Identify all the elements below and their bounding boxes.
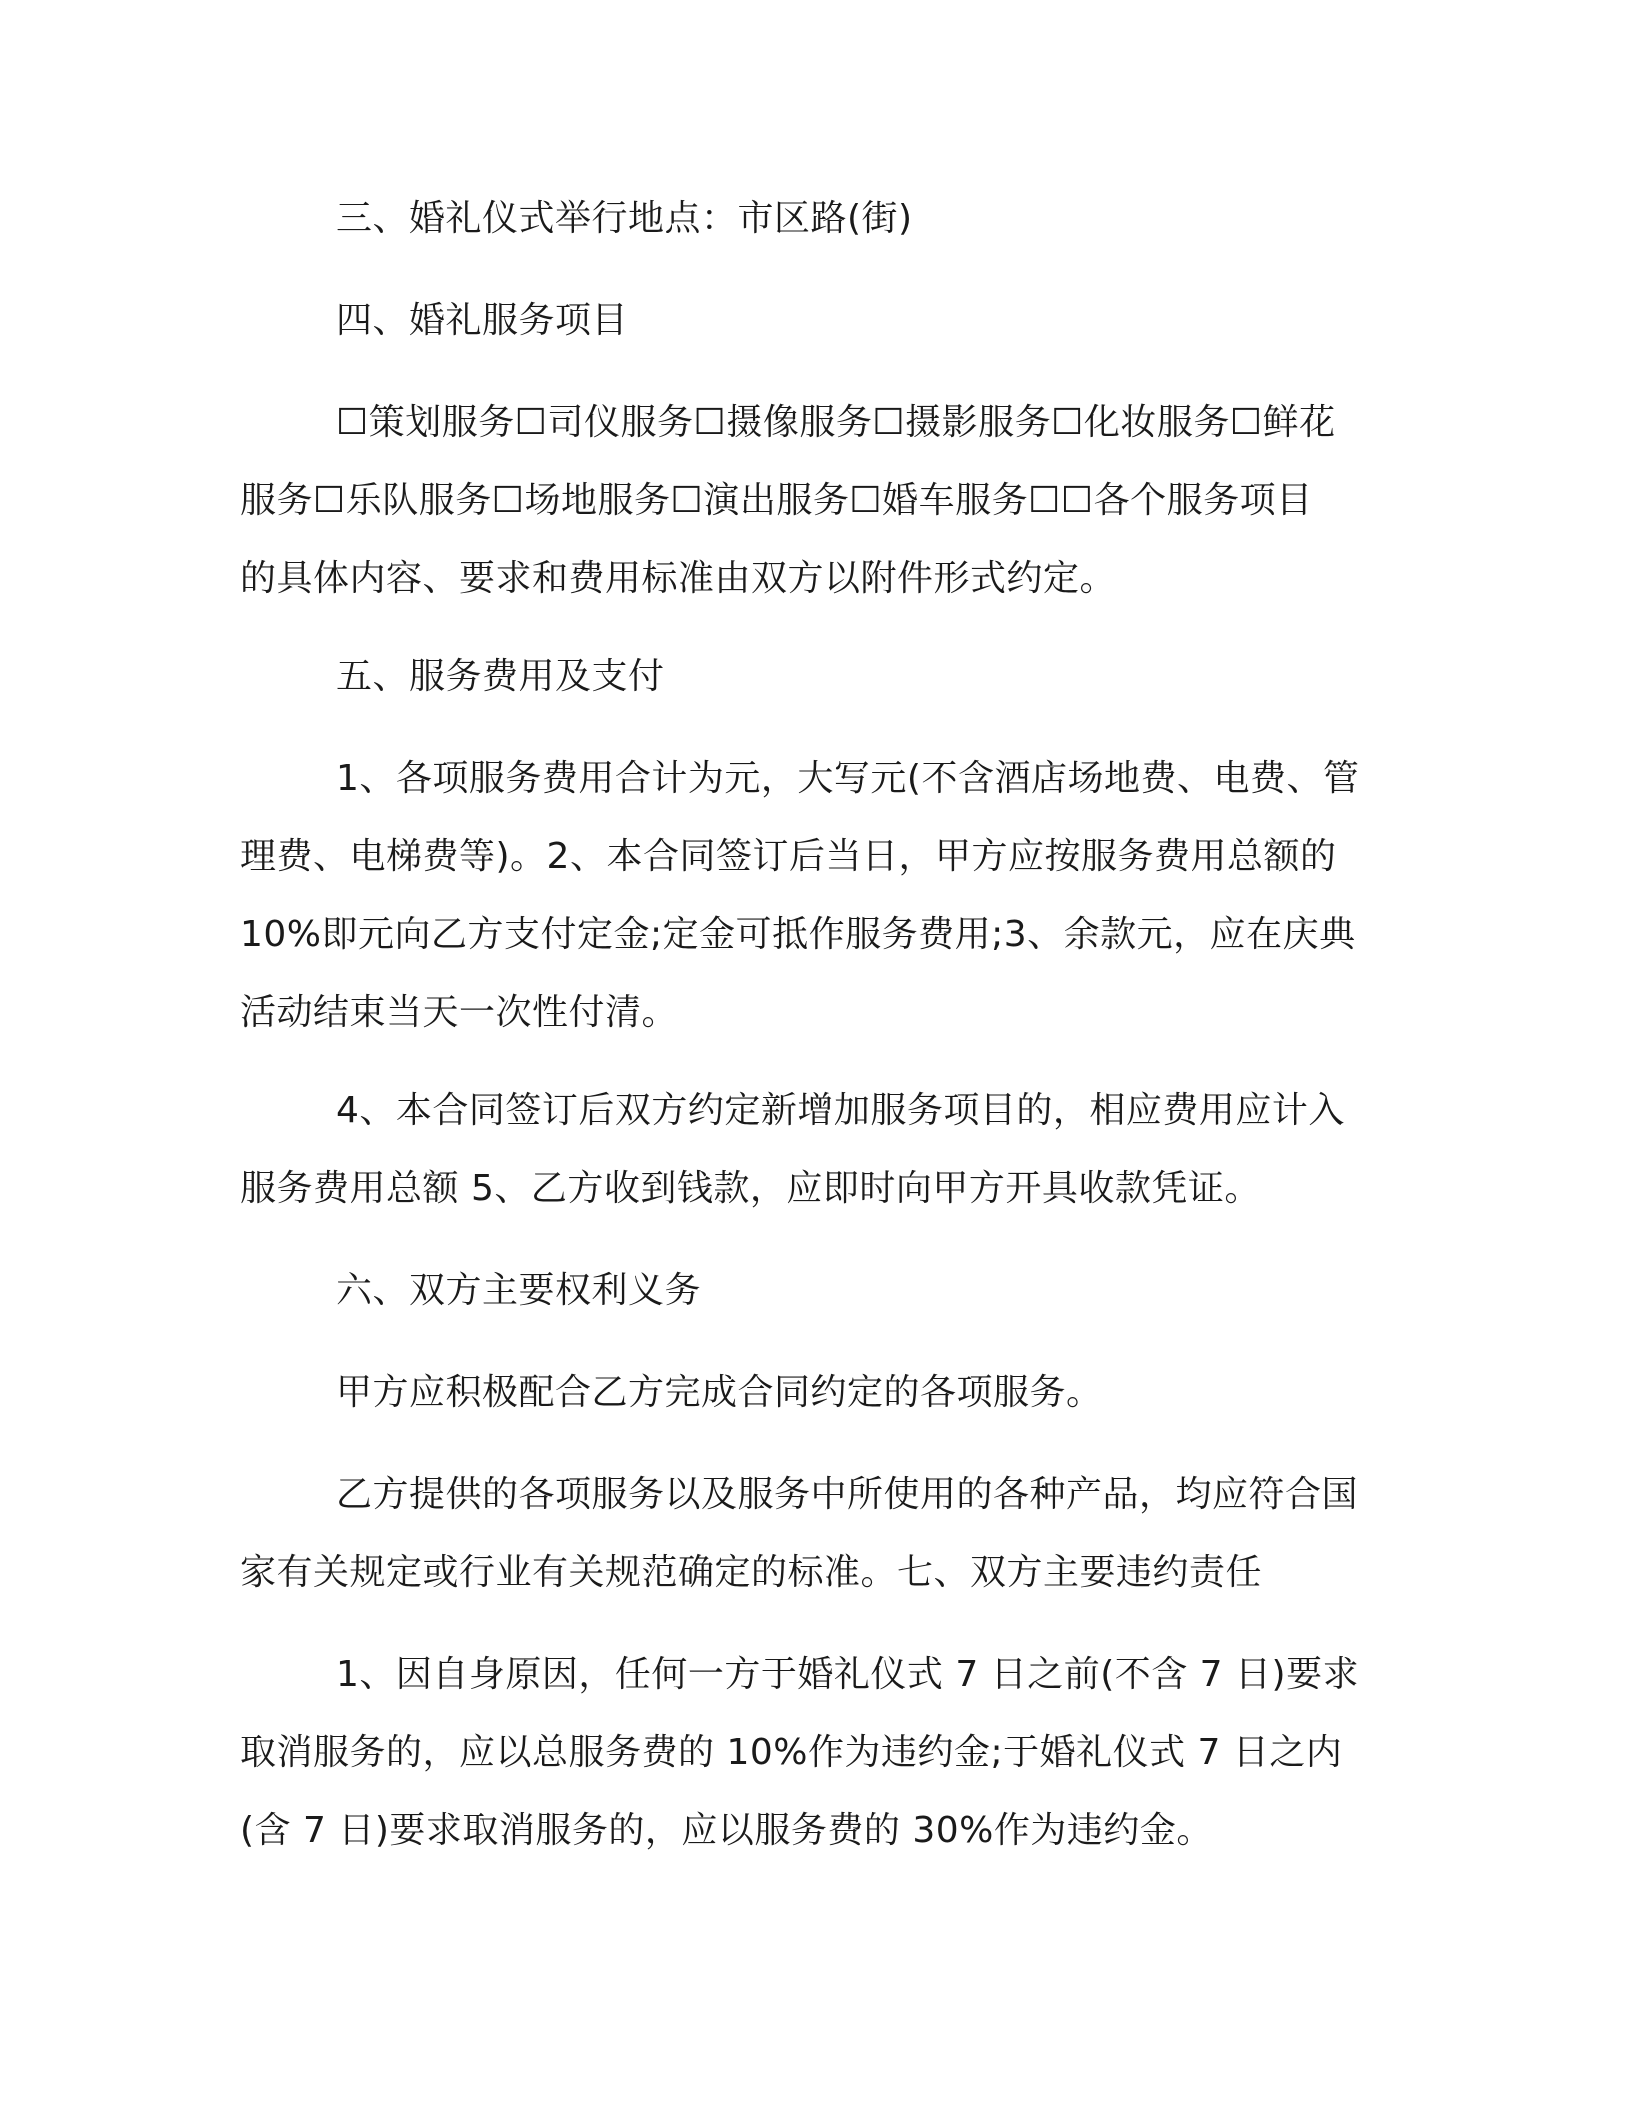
section-heading-venue: 三、婚礼仪式举行地点：市区路(街) [336,198,913,239]
paragraph-line: 服务☐乐队服务☐场地服务☐演出服务☐婚车服务☐☐各个服务项目 [240,480,1313,521]
paragraph-service-items [240,384,1382,618]
paragraph-line: 4、本合同签订后双方约定新增加服务项目的，相应费用应计入 [336,1090,1345,1131]
paragraph-breach [240,1636,1382,1870]
paragraph-line: 活动结束当天一次性付清。 [240,992,679,1033]
paragraph-line: 10%即元向乙方支付定金;定金可抵作服务费用;3、余款元，应在庆典 [240,914,1356,955]
paragraph-line: 的具体内容、要求和费用标准由双方以附件形式约定。 [240,558,1117,599]
paragraph-party-b [240,1456,1382,1612]
paragraph-line: 1、因自身原因，任何一方于婚礼仪式 7 日之前(不含 7 日)要求 [336,1654,1360,1695]
section-heading-services: 四、婚礼服务项目 [336,300,629,341]
paragraph-line: ☐策划服务☐司仪服务☐摄像服务☐摄影服务☐化妆服务☐鲜花 [336,402,1336,443]
paragraph-party-a: 甲方应积极配合乙方完成合同约定的各项服务。 [336,1372,1103,1413]
section-heading-fees: 五、服务费用及支付 [336,656,665,697]
paragraph-line: 家有关规定或行业有关规范确定的标准。七、双方主要违约责任 [240,1552,1263,1593]
paragraph-fees-payment [240,740,1382,1052]
paragraph-line: 取消服务的，应以总服务费的 10%作为违约金;于婚礼仪式 7 日之内 [240,1732,1343,1773]
paragraph-line: 理费、电梯费等)。2、本合同签订后当日，甲方应按服务费用总额的 [240,836,1337,877]
paragraph-new-services [240,1072,1382,1228]
paragraph-line: 1、各项服务费用合计为元，大写元(不含酒店场地费、电费、管 [336,758,1360,799]
paragraph-line: 服务费用总额 5、乙方收到钱款，应即时向甲方开具收款凭证。 [240,1168,1261,1209]
paragraph-line: (含 7 日)要求取消服务的，应以服务费的 30%作为违约金。 [240,1810,1213,1851]
paragraph-line: 乙方提供的各项服务以及服务中所使用的各种产品，均应符合国 [336,1474,1359,1515]
section-heading-rights: 六、双方主要权利义务 [336,1270,702,1311]
